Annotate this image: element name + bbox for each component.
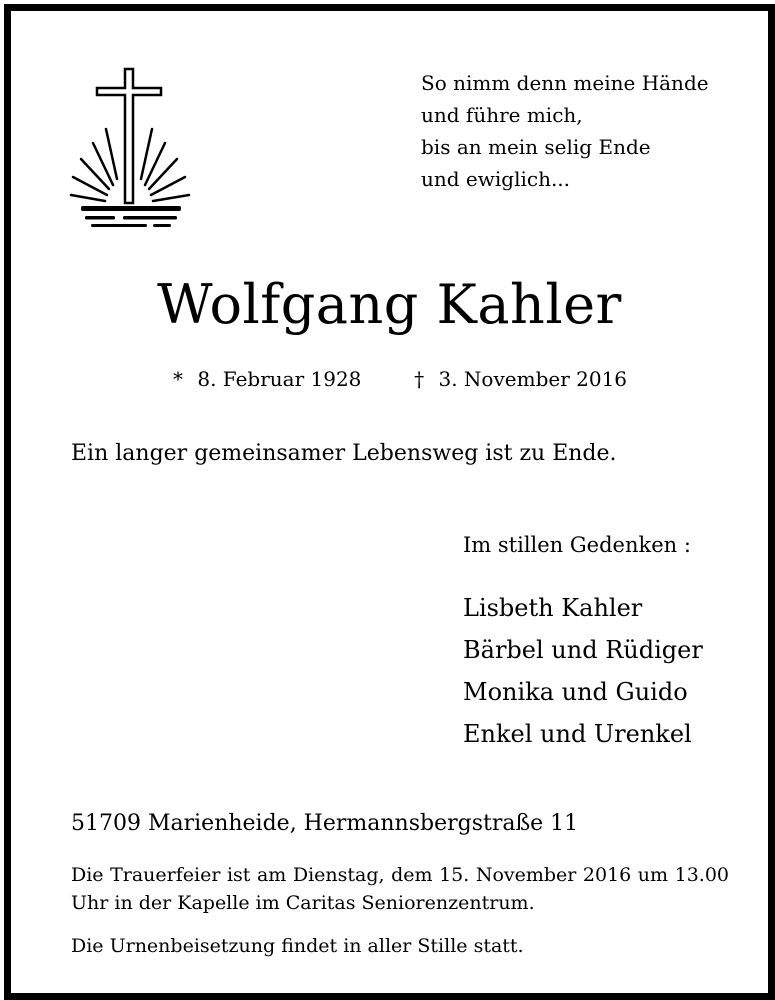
address: 51709 Marienheide, Hermannsbergstraße 11 xyxy=(71,811,579,836)
memory-heading: Im stillen Gedenken : xyxy=(463,533,691,557)
life-dates xyxy=(173,367,627,391)
burial-info: Die Urnenbeisetzung findet in aller Stille statt. xyxy=(71,935,524,957)
intro-line: Ein langer gemeinsamer Lebensweg ist zu Ende. xyxy=(71,441,617,466)
mourner-item: Lisbeth Kahler xyxy=(463,594,643,622)
verse-line: So nimm denn meine Hände xyxy=(421,71,709,95)
death-date: 3. November 2016 xyxy=(438,367,628,391)
obituary-notice xyxy=(4,4,775,1000)
mourner-item: Bärbel und Rüdiger xyxy=(463,636,703,664)
mourner-item: Enkel und Urenkel xyxy=(463,720,692,748)
cross-with-sun-rays-icon xyxy=(67,61,195,236)
verse-line: bis an mein selig Ende xyxy=(421,135,651,159)
verse xyxy=(421,67,709,195)
verse-line: und ewiglich... xyxy=(421,167,571,191)
deceased-name: Wolfgang Kahler xyxy=(157,273,622,336)
birth-symbol: * xyxy=(173,367,183,391)
ceremony-info: Die Trauerfeier ist am Dienstag, dem 15. November 2016 um 13.00 Uhr in der Kapelle im Caritas Seniorenzentrum. xyxy=(71,864,729,914)
mourner-item: Monika und Guido xyxy=(463,678,688,706)
death-symbol: † xyxy=(414,367,425,391)
verse-line: und führe mich, xyxy=(421,103,583,127)
mourners-list xyxy=(463,587,703,755)
birth-date: 8. Februar 1928 xyxy=(197,367,362,391)
